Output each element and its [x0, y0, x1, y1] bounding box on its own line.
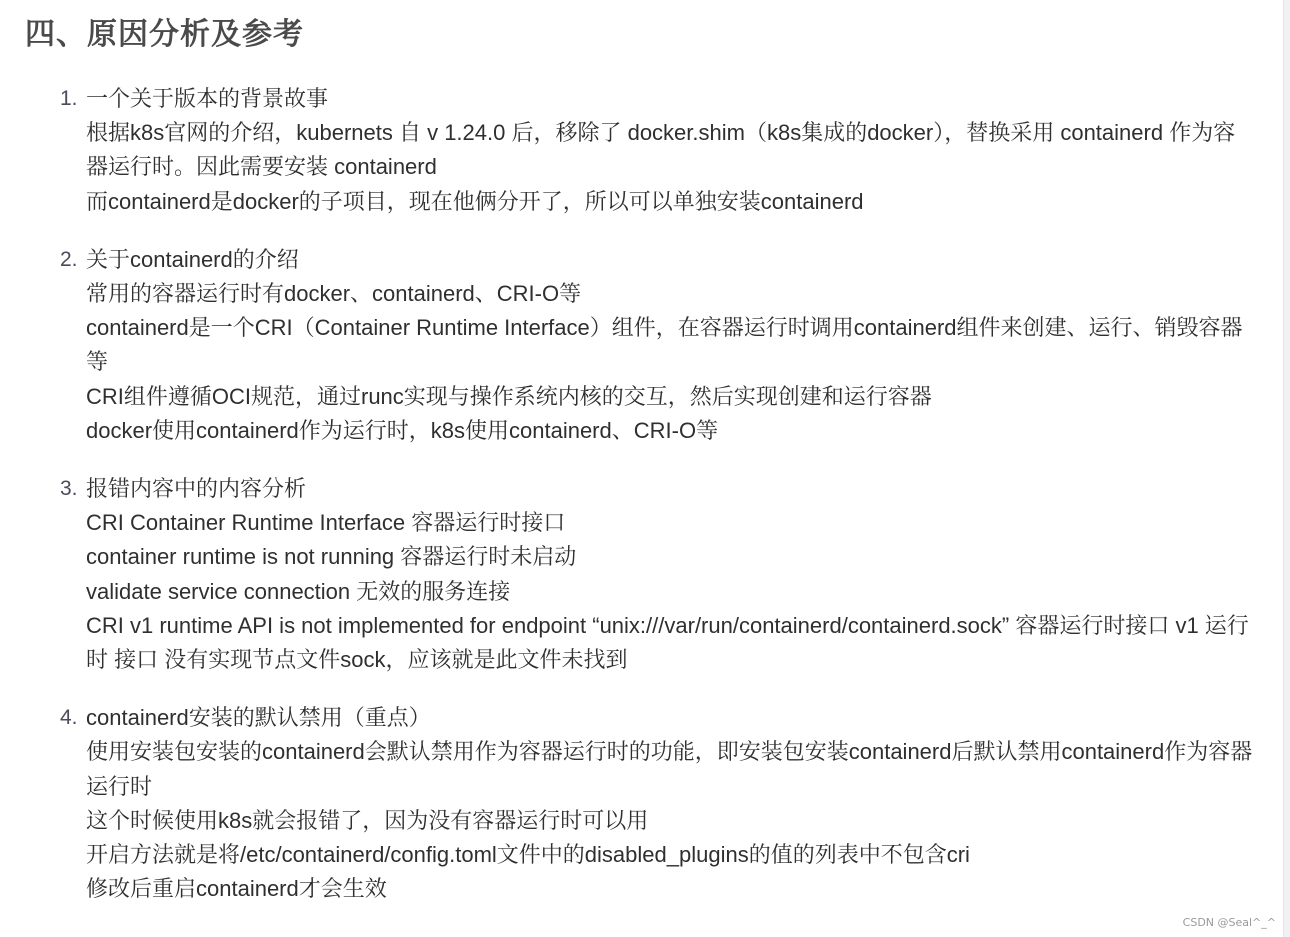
list-item-title: containerd安装的默认禁用（重点） [86, 705, 431, 731]
list-item-text: 而containerd是docker的子项目，现在他俩分开了，所以可以单独安装containerd [86, 188, 864, 214]
list-item-text: 修改后重启containerd才会生效 [86, 876, 387, 902]
list-item-title: 报错内容中的内容分析 [86, 476, 307, 502]
csdn-watermark: CSDN @Seal^_^ [1182, 916, 1276, 929]
page-edge-divider [1283, 0, 1290, 937]
list-item-4 [60, 701, 1255, 906]
list-item-text: CRI组件遵循OCI规范，通过runc实现与操作系统内核的交互，然后实现创建和运行容器 [86, 383, 932, 409]
list-item-text: 根据k8s官网的介绍，kubernets 自 v 1.24.0 后，移除了 docker.shim（k8s集成的docker），替换采用 containerd 作为容器运行时。因此需要安装 containerd [86, 120, 1236, 180]
list-item-3 [60, 472, 1255, 677]
list-item-number: 1. [60, 87, 78, 110]
list-item-text: 这个时候使用k8s就会报错了，因为没有容器运行时可以用 [86, 807, 649, 833]
section-heading: 四、原因分析及参考 [25, 17, 304, 52]
list-item-text: 使用安装包安装的containerd会默认禁用作为容器运行时的功能，即安装包安装containerd后默认禁用containerd作为容器运行时 [86, 739, 1253, 799]
list-item-text: container runtime is not running 容器运行时未启动 [86, 544, 577, 570]
list-item-text: validate service connection 无效的服务连接 [86, 578, 511, 604]
list-item-text: 开启方法就是将/etc/containerd/config.toml文件中的disabled_plugins的值的列表中不包含cri [86, 842, 970, 868]
list-item-number: 4. [60, 706, 78, 730]
list-item-number: 2. [60, 247, 78, 271]
list-item-text: CRI Container Runtime Interface 容器运行时接口 [86, 510, 566, 536]
list-item-number: 3. [60, 477, 78, 501]
list-item-text: docker使用containerd作为运行时，k8s使用containerd、CRI-O等 [86, 417, 719, 443]
list-item-title: 一个关于版本的背景故事 [86, 86, 329, 111]
list-item-text: CRI v1 runtime API is not implemented for endpoint “unix:///var/run/containerd/containerd.sock” 容器运行时接口 v1 运行时 接口 没有实现节点文件sock，应该就是此文件未找到 [86, 612, 1249, 673]
list-item-1 [60, 82, 1255, 219]
list-item-text: containerd是一个CRI（Container Runtime Interface）组件，在容器运行时调用containerd组件来创建、运行、销毁容器等 [86, 315, 1243, 375]
list-item-2 [60, 243, 1255, 448]
analysis-list [60, 82, 1255, 930]
list-item-title: 关于containerd的介绍 [86, 246, 299, 272]
list-item-text: 常用的容器运行时有docker、containerd、CRI-O等 [86, 281, 582, 307]
